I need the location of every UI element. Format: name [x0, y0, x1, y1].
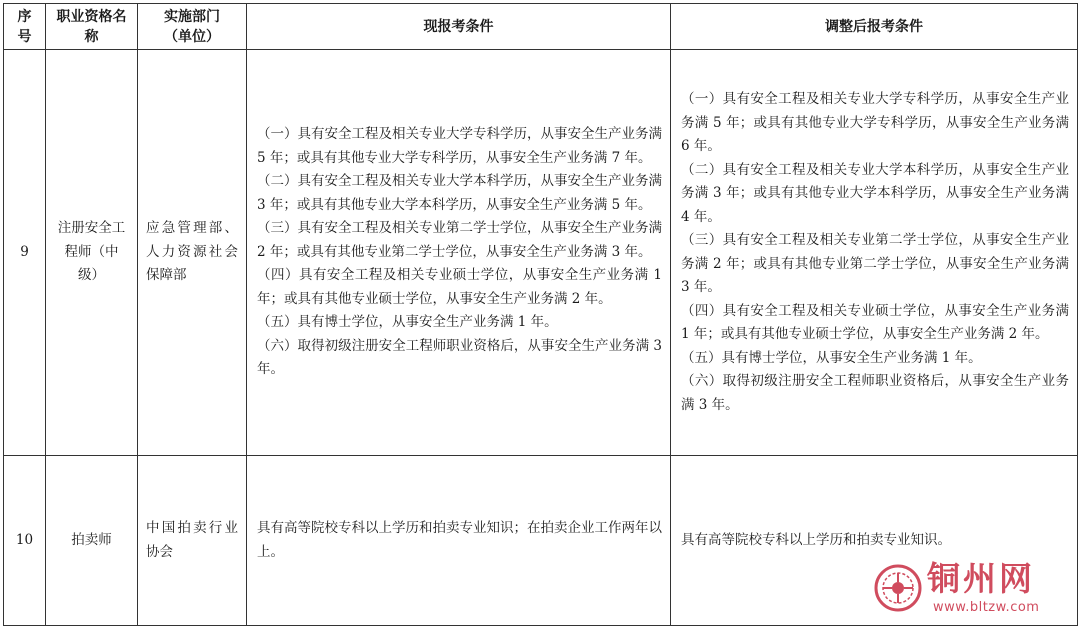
seal-logo-icon: [873, 563, 923, 613]
row-current-conditions: [247, 50, 671, 456]
qualification-conditions-table: [3, 3, 1078, 626]
watermark-site-name: 铜州网: [927, 559, 1035, 598]
header-current-conditions: 现报考条件: [247, 4, 671, 50]
row-adjusted-conditions: [671, 50, 1078, 456]
condition-item: （三）具有安全工程及相关专业第二学士学位，从事安全生产业务满 2 年；或具有其他专业第二学士学位，从事安全生产业务满 3 年。: [681, 232, 1069, 295]
header-qualification: 职业资格名称: [46, 4, 138, 50]
document-page: [3, 3, 1077, 625]
condition-item: （二）具有安全工程及相关专业大学本科学历，从事安全生产业务满 3 年；或具有其他专业大学本科学历，从事安全生产业务满 4 年。: [681, 161, 1069, 225]
condition-item: （三）具有安全工程及相关专业第二学士学位，从事安全生产业务满 2 年；或具有其他专业第二学士学位，从事安全生产业务满 3 年。: [257, 220, 662, 260]
condition-item: （一）具有安全工程及相关专业大学专科学历，从事安全生产业务满 5 年；或具有其他专业大学专科学历，从事安全生产业务满 6 年。: [681, 91, 1069, 154]
condition-item: （五）具有博士学位，从事安全生产业务满 1 年。: [681, 349, 982, 366]
condition-item: （一）具有安全工程及相关专业大学专科学历，从事安全生产业务满 5 年；或具有其他专业大学专科学历，从事安全生产业务满 7 年。: [257, 126, 662, 166]
watermark-logo: [873, 559, 1069, 621]
condition-item: （四）具有安全工程及相关专业硕士学位，从事安全生产业务满 1 年；或具有其他专业硕士学位，从事安全生产业务满 2 年。: [257, 267, 662, 307]
table-row: [4, 50, 1078, 456]
row-department: 应急管理部、人力资源社会保障部: [138, 50, 247, 456]
row-seq: 9: [4, 50, 46, 456]
condition-item: （五）具有博士学位，从事安全生产业务满 1 年。: [257, 314, 558, 331]
row-qualification-name: 注册安全工程师（中级）: [46, 50, 138, 456]
row-qualification-name: 拍卖师: [46, 456, 138, 626]
watermark-site-url: www.bltzw.com: [933, 600, 1040, 615]
condition-item: 具有高等院校专科以上学历和拍卖专业知识。: [681, 531, 951, 548]
row-seq: 10: [4, 456, 46, 626]
condition-item: （六）取得初级注册安全工程师职业资格后，从事安全生产业务满 3 年。: [257, 337, 662, 378]
condition-item: （六）取得初级注册安全工程师职业资格后，从事安全生产业务满 3 年。: [681, 373, 1069, 413]
header-department: 实施部门（单位）: [138, 4, 247, 50]
header-adjusted-conditions: 调整后报考条件: [671, 4, 1078, 50]
condition-item: 具有高等院校专科以上学历和拍卖专业知识；在拍卖企业工作两年以上。: [257, 520, 662, 560]
header-seq: 序号: [4, 4, 46, 50]
condition-item: （四）具有安全工程及相关专业硕士学位，从事安全生产业务满 1 年；或具有其他专业硕士学位，从事安全生产业务满 2 年。: [681, 302, 1069, 342]
table-header-row: [4, 4, 1078, 50]
row-current-conditions: [247, 456, 671, 626]
condition-item: （二）具有安全工程及相关专业大学本科学历，从事安全生产业务满 3 年；或具有其他专业大学本科学历，从事安全生产业务满 5 年。: [257, 173, 662, 213]
row-department: 中国拍卖行业协会: [138, 456, 247, 626]
